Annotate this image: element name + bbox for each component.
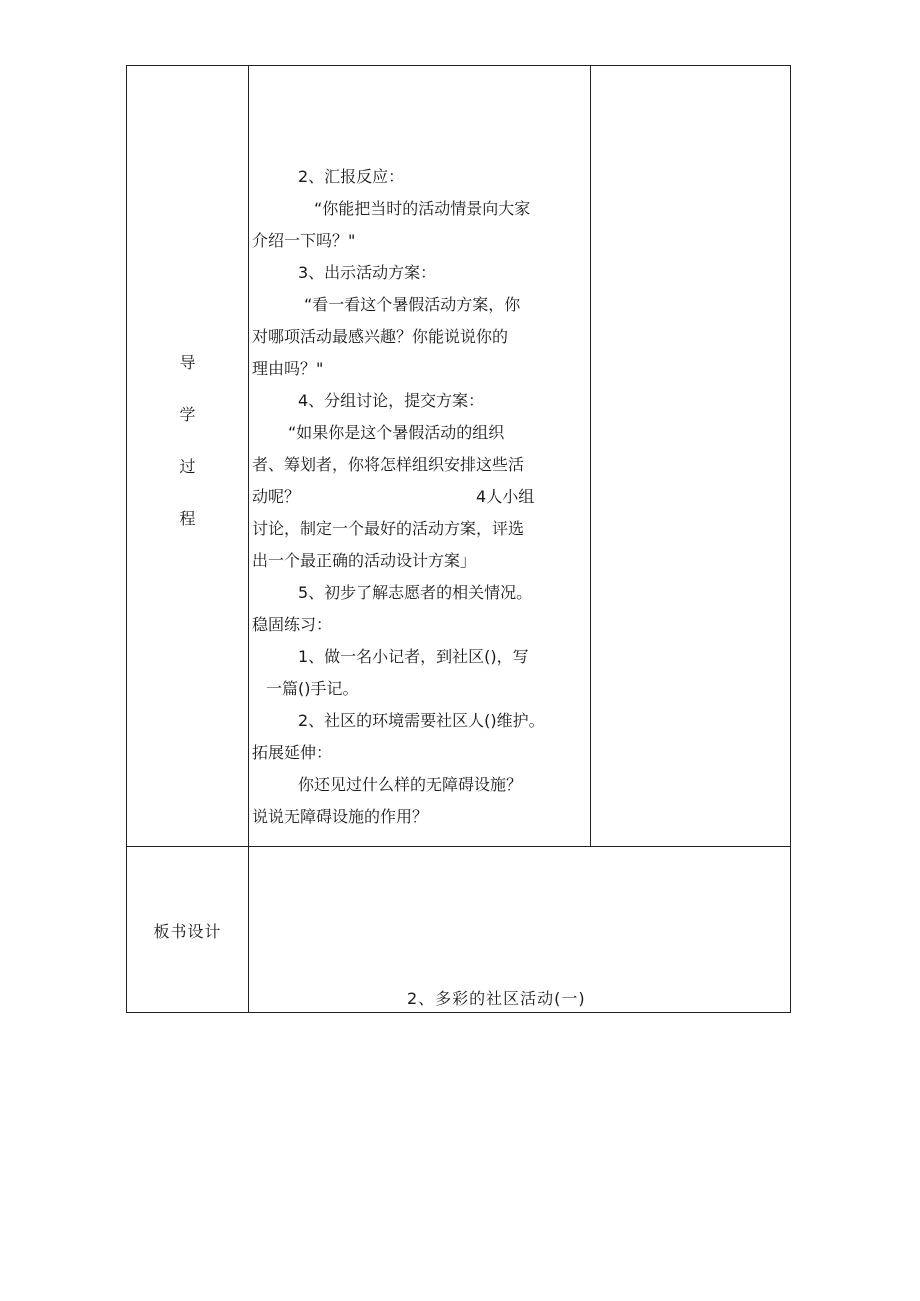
content-line: 对哪项活动最感兴趣？你能说说你的 — [252, 327, 509, 346]
content-line: 4、分组讨论，提交方案： — [298, 391, 485, 410]
content-line: 出一个最正确的活动设计方案」 — [252, 551, 477, 570]
board-design-title: 2、多彩的社区活动(一) — [407, 989, 586, 1008]
section-label-char: 程 — [179, 509, 196, 528]
content-line: 2、汇报反应： — [298, 167, 405, 186]
content-line: 稳固练习： — [252, 615, 333, 634]
content-line: 介绍一下吗？" — [252, 231, 356, 250]
content-line: 4人小组 — [476, 487, 535, 506]
content-line: 者、筹划者，你将怎样组织安排这些活 — [252, 455, 525, 474]
content-line: “如果你是这个暑假活动的组织 — [288, 423, 505, 442]
section-label-char: 导 — [179, 353, 196, 372]
content-line: 你还见过什么样的无障碍设施？ — [298, 775, 523, 794]
content-line: 动呢？ — [252, 487, 301, 506]
content-line: “你能把当时的活动情景向大家 — [314, 199, 531, 218]
content-line: 理由吗？" — [252, 359, 324, 378]
column-divider-right — [590, 66, 591, 846]
content-line: 3、出示活动方案： — [298, 263, 437, 282]
content-line: 1、做一名小记者，到社区()，写 — [298, 647, 529, 666]
row-divider — [127, 846, 790, 847]
content-line: 讨论，制定一个最好的活动方案，评选 — [252, 519, 525, 538]
process-content — [252, 161, 590, 833]
content-line: 拓展延伸： — [252, 743, 333, 762]
content-line: “看一看这个暑假活动方案，你 — [304, 295, 521, 314]
content-line: 说说无障碍设施的作用？ — [252, 807, 429, 826]
lesson-table — [126, 65, 791, 1013]
section-label-char: 过 — [179, 457, 196, 476]
section-label-guided-process — [127, 352, 248, 560]
content-line: 一篇()手记。 — [266, 679, 359, 698]
column-divider-left — [248, 66, 249, 1012]
content-line-row — [252, 481, 590, 513]
section-label-char: 学 — [179, 405, 196, 424]
content-line: 5、初步了解志愿者的相关情况。 — [298, 583, 533, 602]
board-design-label: 板书设计 — [153, 922, 222, 941]
content-line: 2、社区的环境需要社区人()维护。 — [298, 711, 545, 730]
